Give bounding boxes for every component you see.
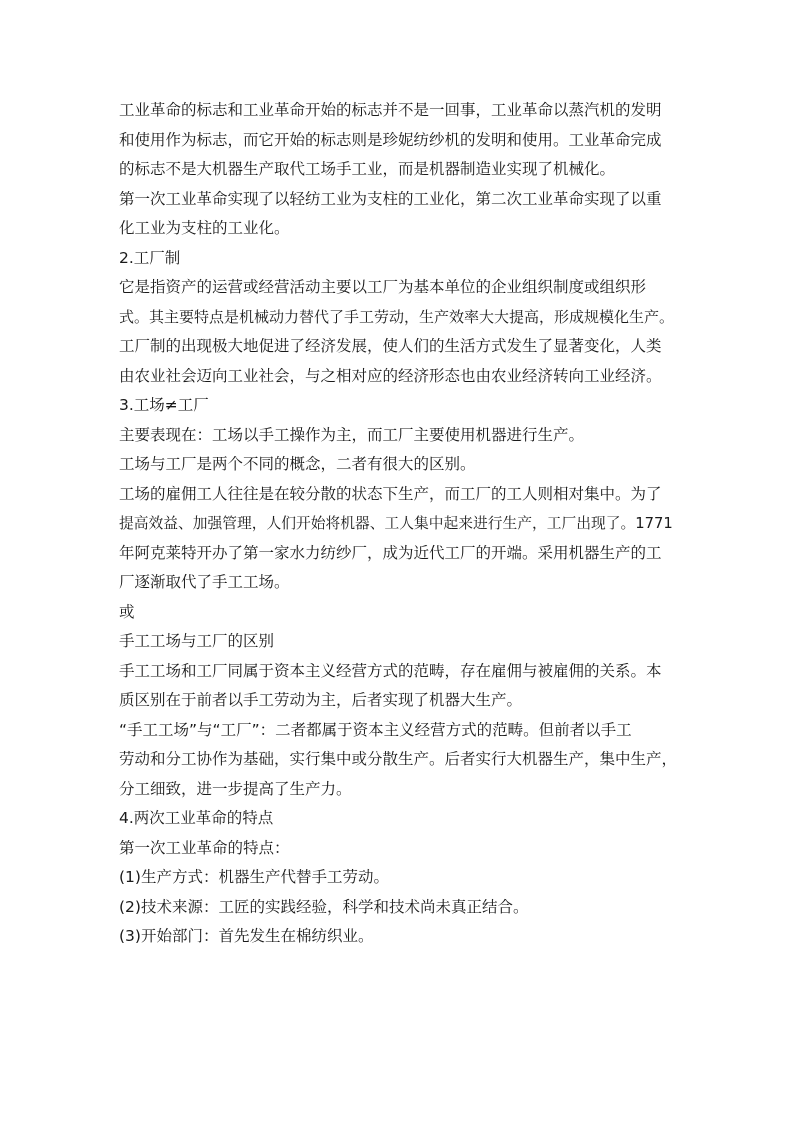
text-line: 手工工场和工厂同属于资本主义经营方式的范畴，存在雇佣与被雇佣的关系。本 (119, 661, 662, 680)
text-line: (3)开始部门：首先发生在棉纺织业。 (119, 927, 374, 945)
text-line: 的标志不是大机器生产取代工场手工业，而是机器制造业实现了机械化。 (119, 160, 616, 178)
text-line: 工厂制的出现极大地促进了经济发展，使人们的生活方式发生了显著变化，人类 (119, 337, 662, 355)
text-line: (2)技术来源：工匠的实践经验，科学和技术尚未真正结合。 (119, 897, 529, 916)
document-body (119, 96, 679, 952)
text-line: 2.工厂制 (119, 248, 181, 267)
text-line: 3.工场≠工厂 (119, 396, 209, 414)
text-line: “手工工场”与“工厂”：二者都属于资本主义经营方式的范畴。但前者以手工 (119, 720, 632, 739)
text-line: 式。其主要特点是机械动力替代了手工劳动，生产效率大大提高，形成规模化生产。 (119, 307, 675, 326)
text-line: (1)生产方式：机器生产代替手工劳动。 (119, 868, 389, 886)
text-line: 4.两次工业革命的特点 (119, 809, 274, 827)
text-line: 由农业社会迈向工业社会，与之相对应的经济形态也由农业经济转向工业经济。 (119, 366, 662, 385)
text-line: 第一次工业革命的特点： (119, 838, 290, 857)
text-line: 它是指资产的运营或经营活动主要以工厂为基本单位的企业组织制度或组织形 (119, 278, 647, 296)
text-line: 第一次工业革命实现了以轻纺工业为支柱的工业化，第二次工业革命实现了以重 (119, 189, 662, 208)
text-line: 主要表现在：工场以手工操作为主，而工厂主要使用机器进行生产。 (119, 425, 585, 444)
text-line: 劳动和分工协作为基础，实行集中或分散生产。后者实行大机器生产，集中生产， (119, 750, 678, 768)
text-line: 分工细致，进一步提高了生产力。 (119, 779, 352, 798)
text-line: 工业革命的标志和工业革命开始的标志并不是一回事，工业革命以蒸汽机的发明 (119, 101, 662, 119)
text-line: 手工工场与工厂的区别 (119, 632, 275, 650)
text-line: 工场与工厂是两个不同的概念，二者有很大的区别。 (119, 455, 476, 473)
text-line: 年阿克莱特开办了第一家水力纺纱厂，成为近代工厂的开端。采用机器生产的工 (119, 543, 662, 562)
text-line: 厂逐渐取代了手工工场。 (119, 573, 290, 591)
text-line: 提高效益、加强管理，人们开始将机器、工人集中起来进行生产，工厂出现了。1771 (119, 515, 673, 532)
text-line: 工场的雇佣工人往往是在较分散的状态下生产，而工厂的工人则相对集中。为了 (119, 484, 662, 503)
text-line: 质区别在于前者以手工劳动为主，后者实现了机器大生产。 (119, 691, 523, 709)
text-line: 化工业为支柱的工业化。 (119, 219, 290, 237)
text-line: 或 (119, 602, 135, 621)
text-line: 和使用作为标志，而它开始的标志则是珍妮纺纱机的发明和使用。工业革命完成 (119, 130, 662, 149)
